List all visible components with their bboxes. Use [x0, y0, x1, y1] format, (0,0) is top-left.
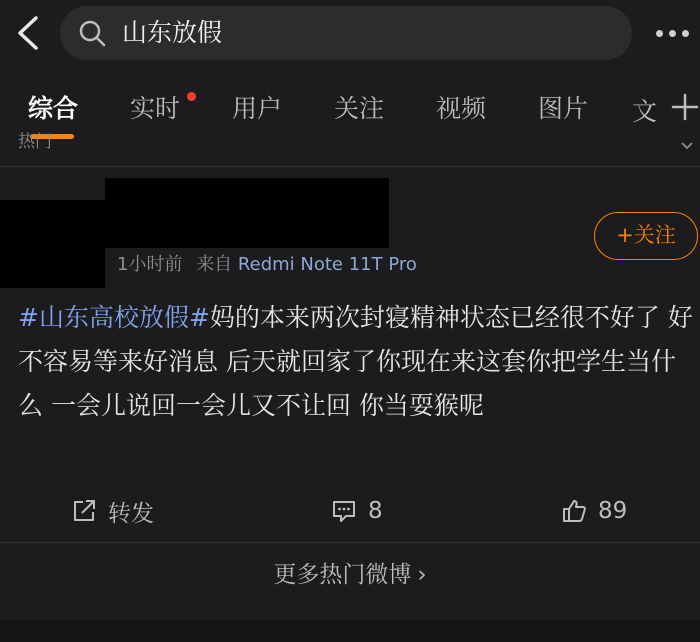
chevron-right-icon: › [417, 562, 427, 588]
search-query-text: 山东放假 [122, 18, 223, 47]
search-bar[interactable] [60, 6, 632, 60]
add-tab-icon[interactable] [670, 92, 700, 122]
search-icon [78, 19, 106, 47]
bottom-strip [0, 620, 700, 642]
repost-label: 转发 [108, 500, 154, 527]
tab-video[interactable]: 视频 [436, 94, 487, 123]
post-text: 妈的本来两次封寝精神状态已经很不好了 好不容易等来好消息 后天就回家了你现在来这套你把学生当什么 一会儿说回一会儿又不让回 你当耍猴呢 [18, 303, 693, 420]
action-bar [0, 486, 700, 536]
more-menu-icon[interactable] [656, 22, 700, 42]
new-dot-badge [187, 92, 196, 101]
comment-count: 8 [368, 498, 383, 524]
divider [0, 166, 700, 167]
tab-users[interactable]: 用户 [232, 94, 283, 123]
divider [0, 542, 700, 543]
tab-articles-partial[interactable]: 文 [632, 97, 658, 126]
chevron-down-icon[interactable] [680, 140, 694, 152]
post-body[interactable] [18, 296, 698, 428]
like-button[interactable] [560, 496, 627, 526]
post-meta [117, 252, 417, 278]
tab-bar [0, 78, 700, 144]
post-time: 1小时前 [117, 254, 183, 275]
more-hot-posts-link[interactable] [0, 544, 700, 606]
username-redacted[interactable] [105, 178, 389, 248]
more-hot-label: 更多热门微博 [273, 562, 412, 588]
top-bar [0, 0, 700, 70]
share-icon [70, 497, 98, 525]
tab-images[interactable]: 图片 [538, 94, 589, 123]
tab-comprehensive[interactable]: 综合 [28, 94, 79, 123]
avatar-redacted[interactable] [0, 200, 105, 288]
like-count: 89 [598, 498, 628, 524]
tab-realtime[interactable]: 实时 [130, 94, 181, 123]
post-source-prefix: 来自 [196, 254, 233, 275]
comment-icon [330, 497, 358, 525]
tab-following[interactable]: 关注 [334, 94, 385, 123]
comment-button[interactable] [330, 496, 383, 526]
repost-button[interactable] [70, 496, 154, 526]
back-arrow-icon[interactable] [10, 12, 46, 54]
hashtag-link[interactable]: #山东高校放假# [18, 303, 210, 332]
section-label-hot: 热门 [18, 132, 52, 152]
post-device[interactable]: Redmi Note 11T Pro [237, 254, 417, 275]
thumbs-up-icon [560, 497, 588, 525]
follow-button[interactable]: +关注 [594, 212, 698, 260]
